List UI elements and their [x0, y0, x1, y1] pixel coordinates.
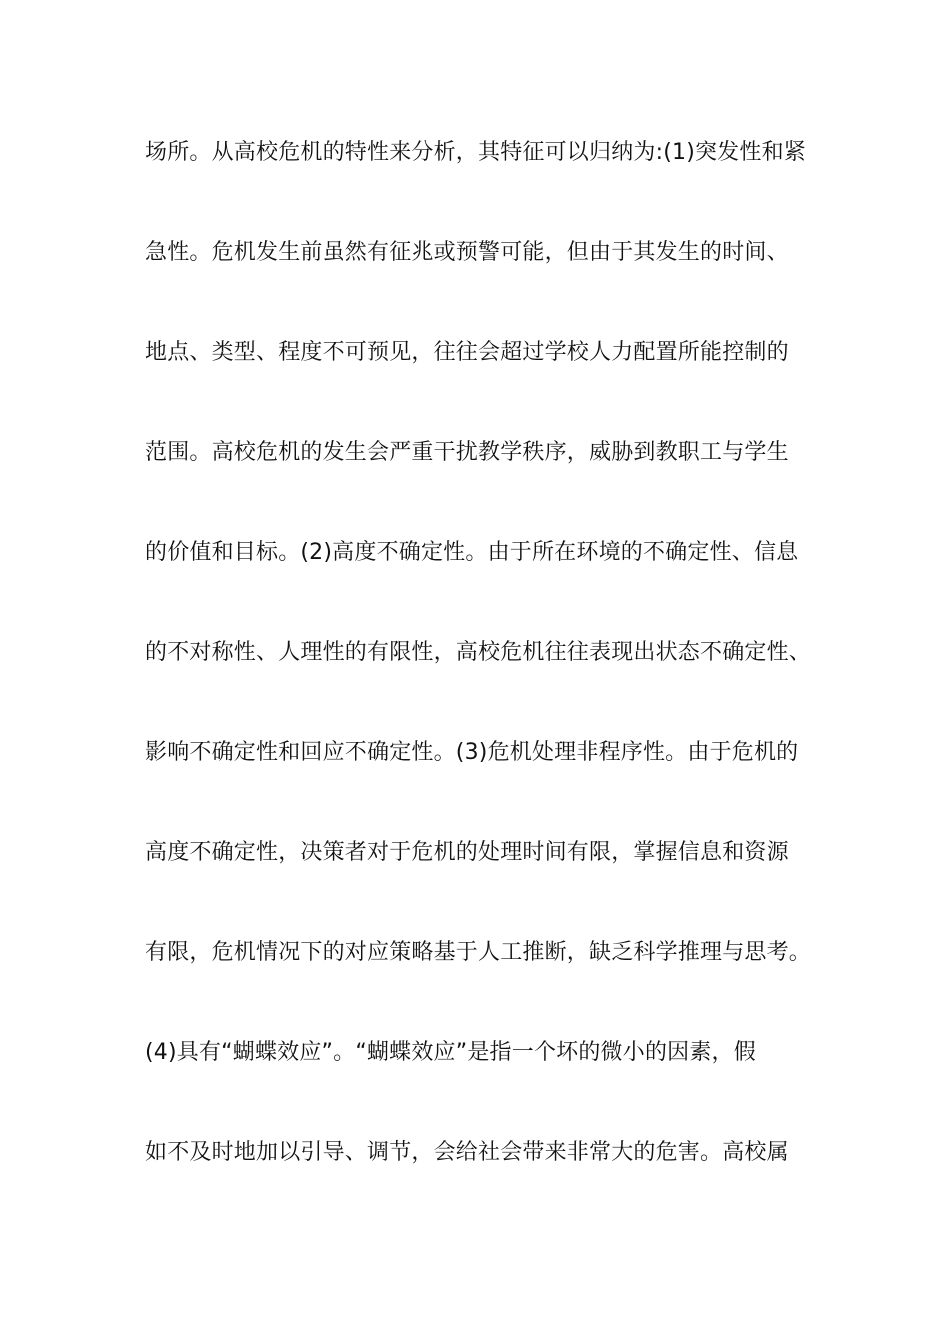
- text-line-1: 场所。从高校危机的特性来分析，其特征可以归纳为:(1)突发性和紧: [145, 140, 806, 165]
- text-line-2: 急性。危机发生前虽然有征兆或预警可能，但由于其发生的时间、: [145, 240, 789, 265]
- text-line-8: 高度不确定性，决策者对于危机的处理时间有限，掌握信息和资源: [145, 840, 789, 865]
- text-line-4: 范围。高校危机的发生会严重干扰教学秩序，威胁到教职工与学生: [145, 440, 789, 465]
- text-line-6: 的不对称性、人理性的有限性，高校危机往往表现出状态不确定性、: [145, 640, 812, 665]
- text-line-5: 的价值和目标。(2)高度不确定性。由于所在环境的不确定性、信息: [145, 540, 799, 565]
- text-line-7: 影响不确定性和回应不确定性。(3)危机处理非程序性。由于危机的: [145, 740, 799, 765]
- text-line-11: 如不及时地加以引导、调节，会给社会带来非常大的危害。高校属: [145, 1140, 789, 1165]
- text-line-3: 地点、类型、程度不可预见，往往会超过学校人力配置所能控制的: [145, 340, 789, 365]
- text-line-9: 有限，危机情况下的对应策略基于人工推断，缺乏科学推理与思考。: [145, 940, 812, 965]
- text-line-10: (4)具有“蝴蝶效应”。“蝴蝶效应”是指一个坏的微小的因素，假: [145, 1040, 756, 1065]
- body-text: [145, 132, 815, 1232]
